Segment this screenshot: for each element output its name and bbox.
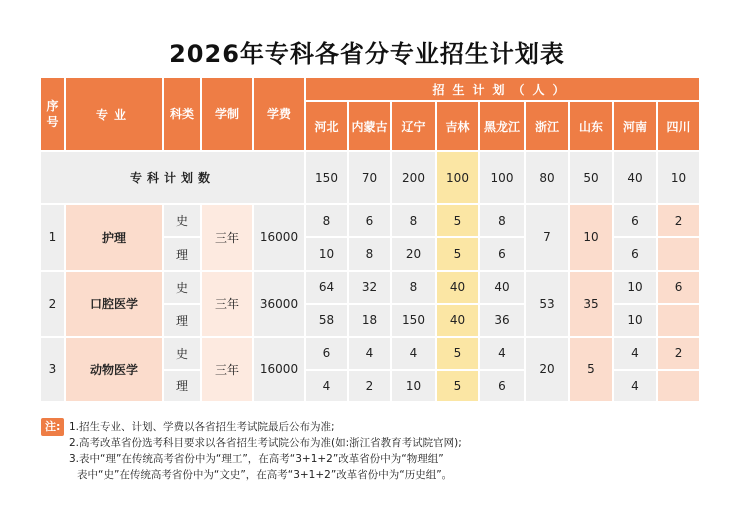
row-seq: 2 (41, 272, 66, 338)
plan-cell: 6 (349, 205, 392, 238)
plan-cell: 4 (349, 338, 392, 371)
table-row (41, 338, 701, 371)
plan-cell: 8 (480, 205, 526, 238)
total-cell: 100 (437, 152, 480, 205)
table-row (41, 205, 701, 238)
table-row (41, 272, 701, 305)
header-province: 河北 (306, 102, 349, 152)
plan-cell-sichuan (658, 371, 701, 403)
plan-cell-henan: 4 (614, 338, 658, 371)
header-major: 专业 (66, 78, 164, 152)
plan-cell: 18 (349, 305, 392, 338)
header-category: 科类 (164, 78, 202, 152)
row-tuition: 36000 (254, 272, 306, 338)
plan-cell-sichuan: 2 (658, 205, 701, 238)
note-line: 2.高考改革省份选考科目要求以各省招生考试院公布为准(如:浙江省教育考试院官网); (69, 437, 462, 449)
total-cell: 40 (614, 152, 658, 205)
plan-cell-henan: 4 (614, 371, 658, 403)
total-cell: 80 (526, 152, 570, 205)
plan-cell-shandong: 35 (570, 272, 614, 338)
row-seq: 3 (41, 338, 66, 403)
plan-cell: 8 (349, 238, 392, 271)
total-label: 专科计划数 (41, 152, 306, 205)
plan-cell: 5 (437, 205, 480, 238)
plan-cell-zhejiang: 53 (526, 272, 570, 338)
row-major: 口腔医学 (66, 272, 164, 338)
note-line: 1.招生专业、计划、学费以各省招生考试院最后公布为准; (69, 421, 335, 433)
row-duration: 三年 (202, 205, 254, 271)
plan-cell-zhejiang: 7 (526, 205, 570, 271)
total-cell: 150 (306, 152, 349, 205)
row-seq: 1 (41, 205, 66, 271)
total-cell: 100 (480, 152, 526, 205)
plan-cell-sichuan (658, 305, 701, 338)
row-duration: 三年 (202, 272, 254, 338)
plan-cell: 2 (349, 371, 392, 403)
plan-cell: 8 (306, 205, 349, 238)
row-tuition: 16000 (254, 338, 306, 403)
total-cell: 70 (349, 152, 392, 205)
plan-cell: 8 (392, 272, 437, 305)
note-line: 表中“史”在传统高考省份中为“文史”，在高考“3+1+2”改革省份中为“历史组”。 (77, 469, 453, 481)
row-category: 史 (164, 272, 202, 305)
header-province: 内蒙古 (349, 102, 392, 152)
header-tuition: 学费 (254, 78, 306, 152)
plan-cell: 5 (437, 238, 480, 271)
plan-cell-henan: 6 (614, 205, 658, 238)
header-province: 浙江 (526, 102, 570, 152)
plan-cell: 40 (437, 305, 480, 338)
plan-cell: 36 (480, 305, 526, 338)
plan-cell: 4 (392, 338, 437, 371)
row-category: 理 (164, 305, 202, 338)
notes-tag: 注: (41, 418, 64, 436)
row-category: 理 (164, 238, 202, 271)
row-major: 护理 (66, 205, 164, 271)
plan-cell-zhejiang: 20 (526, 338, 570, 403)
plan-cell: 58 (306, 305, 349, 338)
plan-cell: 5 (437, 371, 480, 403)
note-line: 3.表中“理”在传统高考省份中为“理工”，在高考“3+1+2”改革省份中为“物理组” (69, 453, 444, 465)
plan-cell-shandong: 10 (570, 205, 614, 271)
plan-cell: 4 (306, 371, 349, 403)
header-province: 黑龙江 (480, 102, 526, 152)
plan-cell-sichuan: 6 (658, 272, 701, 305)
header-province: 山东 (570, 102, 614, 152)
plan-cell-sichuan (658, 238, 701, 271)
plan-cell-sichuan: 2 (658, 338, 701, 371)
plan-cell-shandong: 5 (570, 338, 614, 403)
plan-cell: 6 (480, 238, 526, 271)
row-duration: 三年 (202, 338, 254, 403)
header-plan-group: 招生计划（人） (306, 78, 701, 102)
row-category: 史 (164, 338, 202, 371)
plan-cell: 40 (480, 272, 526, 305)
plan-cell: 4 (480, 338, 526, 371)
plan-cell: 20 (392, 238, 437, 271)
total-cell: 50 (570, 152, 614, 205)
header-province: 河南 (614, 102, 658, 152)
plan-cell: 32 (349, 272, 392, 305)
plan-cell: 5 (437, 338, 480, 371)
plan-cell: 8 (392, 205, 437, 238)
header-province: 辽宁 (392, 102, 437, 152)
plan-cell: 150 (392, 305, 437, 338)
plan-cell: 6 (480, 371, 526, 403)
plan-cell: 10 (392, 371, 437, 403)
plan-cell: 6 (306, 338, 349, 371)
row-category: 史 (164, 205, 202, 238)
total-cell: 200 (392, 152, 437, 205)
header-province: 吉林 (437, 102, 480, 152)
header-province: 四川 (658, 102, 701, 152)
row-category: 理 (164, 371, 202, 403)
plan-cell-henan: 10 (614, 272, 658, 305)
plan-table (41, 78, 701, 403)
plan-cell: 10 (306, 238, 349, 271)
row-major: 动物医学 (66, 338, 164, 403)
header-seq: 序号 (41, 78, 66, 152)
page-title: 2026年专科各省分专业招生计划表 (169, 40, 565, 68)
total-cell: 10 (658, 152, 701, 205)
plan-cell: 64 (306, 272, 349, 305)
row-tuition: 16000 (254, 205, 306, 271)
plan-cell: 40 (437, 272, 480, 305)
plan-cell-henan: 10 (614, 305, 658, 338)
header-duration: 学制 (202, 78, 254, 152)
plan-cell-henan: 6 (614, 238, 658, 271)
